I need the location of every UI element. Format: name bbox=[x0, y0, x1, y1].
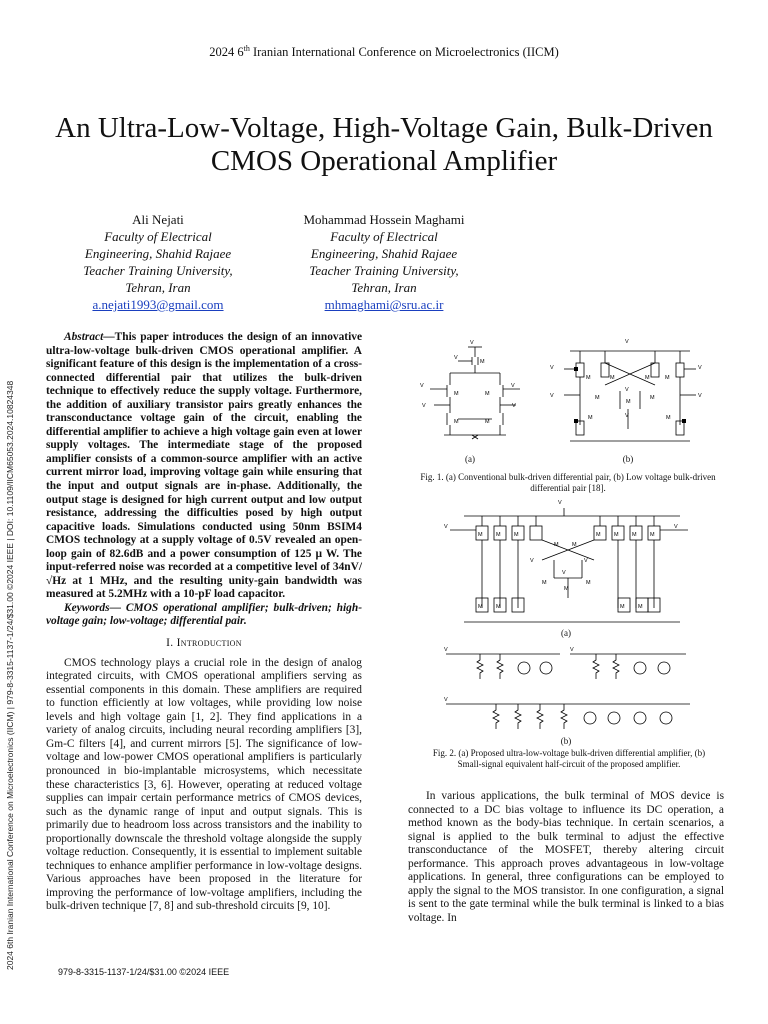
svg-text:M: M bbox=[454, 419, 459, 425]
author-affiliation-line: Faculty of Electrical bbox=[330, 229, 438, 244]
intro-paragraph: CMOS technology plays a crucial role in the design of analog integrated circuits, with CMOS operational amplifiers serving as essential components in this domain. These amplifiers are required to function efficiently at low voltages, while providing low noise levels and high voltage gain [1, 2]. They find applications in a variety of analog circuits, including neural recording amplifiers [3], Gm-C filters [4], and current mirrors [5]. The significance of low-voltage and low-power CMOS operational amplifiers is particularly pronounced in bio-implantable microsystems, which necessitate these characteristics [3, 6]. However, operating at reduced voltage supplies can impair certain performance metrics of CMOS devices, such as the dynamic range of input and output signals. This is primarily due to headroom loss across transistors and the inability to proportionally downscale the threshold voltage alongside the supply voltage reduction. Consequently, it is essential to implement suitable techniques to enhance amplifier performance in low-voltage designs. Various approaches have been proposed in the literature for improving the performance of low-voltage amplifiers, including the bulk-driven technique [7, 8] and sub-threshold circuits [9, 10]. bbox=[46, 656, 362, 913]
author-affiliation-line: Engineering, Shahid Rajaee bbox=[310, 246, 458, 261]
svg-text:M: M bbox=[485, 419, 490, 425]
svg-text:V: V bbox=[422, 403, 426, 409]
author-affiliation-line: Tehran, Iran bbox=[125, 280, 191, 295]
author-affiliation-line: Teacher Training University, bbox=[83, 263, 233, 278]
svg-text:M: M bbox=[588, 415, 593, 421]
svg-text:V: V bbox=[698, 393, 702, 399]
figure-2-caption: Fig. 2. (a) Proposed ultra-low-voltage bulk-driven differential amplifier, (b) Small-signal equivalent half-circuit of the proposed amplifier. bbox=[432, 748, 706, 769]
left-column bbox=[46, 331, 362, 914]
right-column bbox=[408, 790, 724, 925]
conference-ordinal: th bbox=[243, 44, 250, 53]
svg-text:M: M bbox=[595, 395, 600, 401]
svg-text:V: V bbox=[550, 393, 554, 399]
author-email-link[interactable]: mhmaghami@sru.ac.ir bbox=[324, 297, 444, 312]
author-name: Mohammad Hossein Maghami bbox=[303, 212, 465, 227]
svg-text:M: M bbox=[650, 532, 655, 538]
svg-text:M: M bbox=[485, 391, 490, 397]
svg-text:V: V bbox=[444, 524, 448, 530]
body-paragraph: In various applications, the bulk terminal of MOS device is connected to a DC bias voltage to influence its DC operation, a method known as the body-bias technique. In certain scenarios, a signal is applied to the bulk terminal to adjust the effective transconductance of the MOSFET, thereby altering circuit performance. This approach proves advantageous in low-voltage applications. In general, three configurations can be employed to apply the signal to the MOS transistor. In one configuration, a signal is sent to the gate terminal while the bulk terminal is linked to a bias voltage. In bbox=[408, 790, 724, 924]
figure-2b-schematic bbox=[440, 642, 710, 738]
svg-text:V: V bbox=[512, 403, 516, 409]
svg-text:M: M bbox=[542, 580, 547, 586]
svg-text:M: M bbox=[620, 604, 625, 610]
author-email-link[interactable]: a.nejati1993@gmail.com bbox=[92, 297, 224, 312]
svg-text:M: M bbox=[666, 415, 671, 421]
conference-name: Iranian International Conference on Microelectronics (IICM) bbox=[249, 45, 559, 60]
author-block-2 bbox=[286, 211, 482, 313]
svg-text:V: V bbox=[625, 413, 629, 419]
svg-text:V: V bbox=[511, 383, 515, 389]
svg-text:M: M bbox=[626, 399, 631, 405]
svg-text:V: V bbox=[625, 339, 629, 345]
svg-text:M: M bbox=[572, 542, 577, 548]
svg-text:M: M bbox=[610, 375, 615, 381]
figure-1b-sublabel: (b) bbox=[622, 454, 634, 464]
svg-text:M: M bbox=[645, 375, 650, 381]
author-affiliation-line: Teacher Training University, bbox=[309, 263, 459, 278]
svg-text:V: V bbox=[444, 697, 448, 703]
figure-2a-schematic bbox=[444, 448, 694, 634]
svg-text:M: M bbox=[650, 395, 655, 401]
svg-text:V: V bbox=[698, 365, 702, 371]
svg-text:M: M bbox=[454, 391, 459, 397]
fig1a-label: V bbox=[470, 340, 474, 346]
figure-2a-sublabel: (a) bbox=[561, 628, 571, 638]
keywords-text: — CMOS operational amplifier; bulk-driven; high-voltage gain; low-voltage; differential pair. bbox=[46, 601, 362, 628]
svg-text:V: V bbox=[550, 365, 554, 371]
svg-text:M: M bbox=[564, 586, 569, 592]
figure-1a-sublabel: (a) bbox=[465, 454, 475, 464]
author-affiliation-line: Faculty of Electrical bbox=[104, 229, 212, 244]
author-affiliation-line: Engineering, Shahid Rajaee bbox=[84, 246, 232, 261]
svg-text:M: M bbox=[614, 532, 619, 538]
author-affiliation-line: Tehran, Iran bbox=[351, 280, 417, 295]
svg-text:M: M bbox=[586, 580, 591, 586]
figure-2b-sublabel: (b) bbox=[560, 736, 572, 746]
author-block-1 bbox=[40, 211, 276, 313]
svg-text:V: V bbox=[625, 387, 629, 393]
author-name: Ali Nejati bbox=[132, 212, 184, 227]
svg-text:M: M bbox=[496, 532, 501, 538]
svg-text:V: V bbox=[674, 524, 678, 530]
svg-text:V: V bbox=[530, 558, 534, 564]
svg-text:M: M bbox=[554, 542, 559, 548]
abstract bbox=[46, 331, 362, 602]
svg-text:V: V bbox=[562, 570, 566, 576]
svg-text:V: V bbox=[584, 558, 588, 564]
section-heading: I. Introduction bbox=[166, 637, 242, 650]
svg-text:V: V bbox=[420, 383, 424, 389]
conference-year: 2024 6 bbox=[209, 45, 244, 60]
svg-text:V: V bbox=[570, 647, 574, 653]
svg-text:M: M bbox=[638, 604, 643, 610]
svg-text:M: M bbox=[632, 532, 637, 538]
keywords bbox=[46, 602, 362, 629]
svg-text:M: M bbox=[586, 375, 591, 381]
abstract-label: Abstract bbox=[64, 331, 104, 343]
svg-text:M: M bbox=[496, 604, 501, 610]
keywords-label: Keywords bbox=[64, 601, 110, 614]
svg-text:M: M bbox=[478, 532, 483, 538]
abstract-text: —This paper introduces the design of an innovative ultra-low-voltage bulk-driven CMOS operational amplifier. A significant feature of this design is the implementation of a cross-connected differential pair that utilizes the bulk-driven technique to effectively reduce the supply voltage. Furthermore, the addition of auxiliary transistor pairs greatly enhances the transconductance voltage gain of the circuit, enabling the differential amplifier to achieve a high voltage gain even at lower supply voltages. The intermediate stage of the proposed amplifier consists of a common-source amplifier with an active current mirror load, improving voltage gain while ensuring that the input and output signals are in-phase. Additionally, the output stage is designed for high current output and low output resistance, addressing the difficulties posed by high output capacitive loads. Simulations conducted using 50nm BSIM4 CMOS technology at a supply voltage of 0.5V revealed an open-loop gain of 82.6dB and a power consumption of 125 µ W. The input-referred noise was recorded at a competitive level of 34nV/ √Hz at 1 MHz, and the resulting unity-gain bandwidth was measured at 5.2MHz with a 10-pF load capacitor. bbox=[46, 331, 362, 601]
svg-text:M: M bbox=[596, 532, 601, 538]
svg-text:V: V bbox=[444, 647, 448, 653]
figure-1a-schematic bbox=[420, 335, 530, 447]
side-margin-citation: 2024 6th Iranian International Conference on Microelectronics (IICM) | 979-8-3315-1137-1/24/$31.00 ©2024 IEEE | DOI: 10.1109/IICM65053.2024.10824348 bbox=[5, 380, 15, 970]
page-footer: 979-8-3315-1137-1/24/$31.00 ©2024 IEEE bbox=[58, 967, 230, 977]
svg-text:V: V bbox=[558, 500, 562, 506]
svg-text:M: M bbox=[665, 375, 670, 381]
conference-header bbox=[0, 44, 768, 60]
paper-title: An Ultra-Low-Voltage, High-Voltage Gain, Bulk-Driven CMOS Operational Amplifier bbox=[55, 112, 713, 177]
svg-text:M: M bbox=[478, 604, 483, 610]
svg-text:M: M bbox=[514, 532, 519, 538]
svg-text:V: V bbox=[454, 355, 458, 361]
svg-text:M: M bbox=[480, 359, 485, 365]
figure-1-caption: Fig. 1. (a) Conventional bulk-driven differential pair, (b) Low voltage bulk-driven differential pair [18]. bbox=[420, 472, 716, 493]
figure-1b-schematic bbox=[550, 333, 710, 451]
